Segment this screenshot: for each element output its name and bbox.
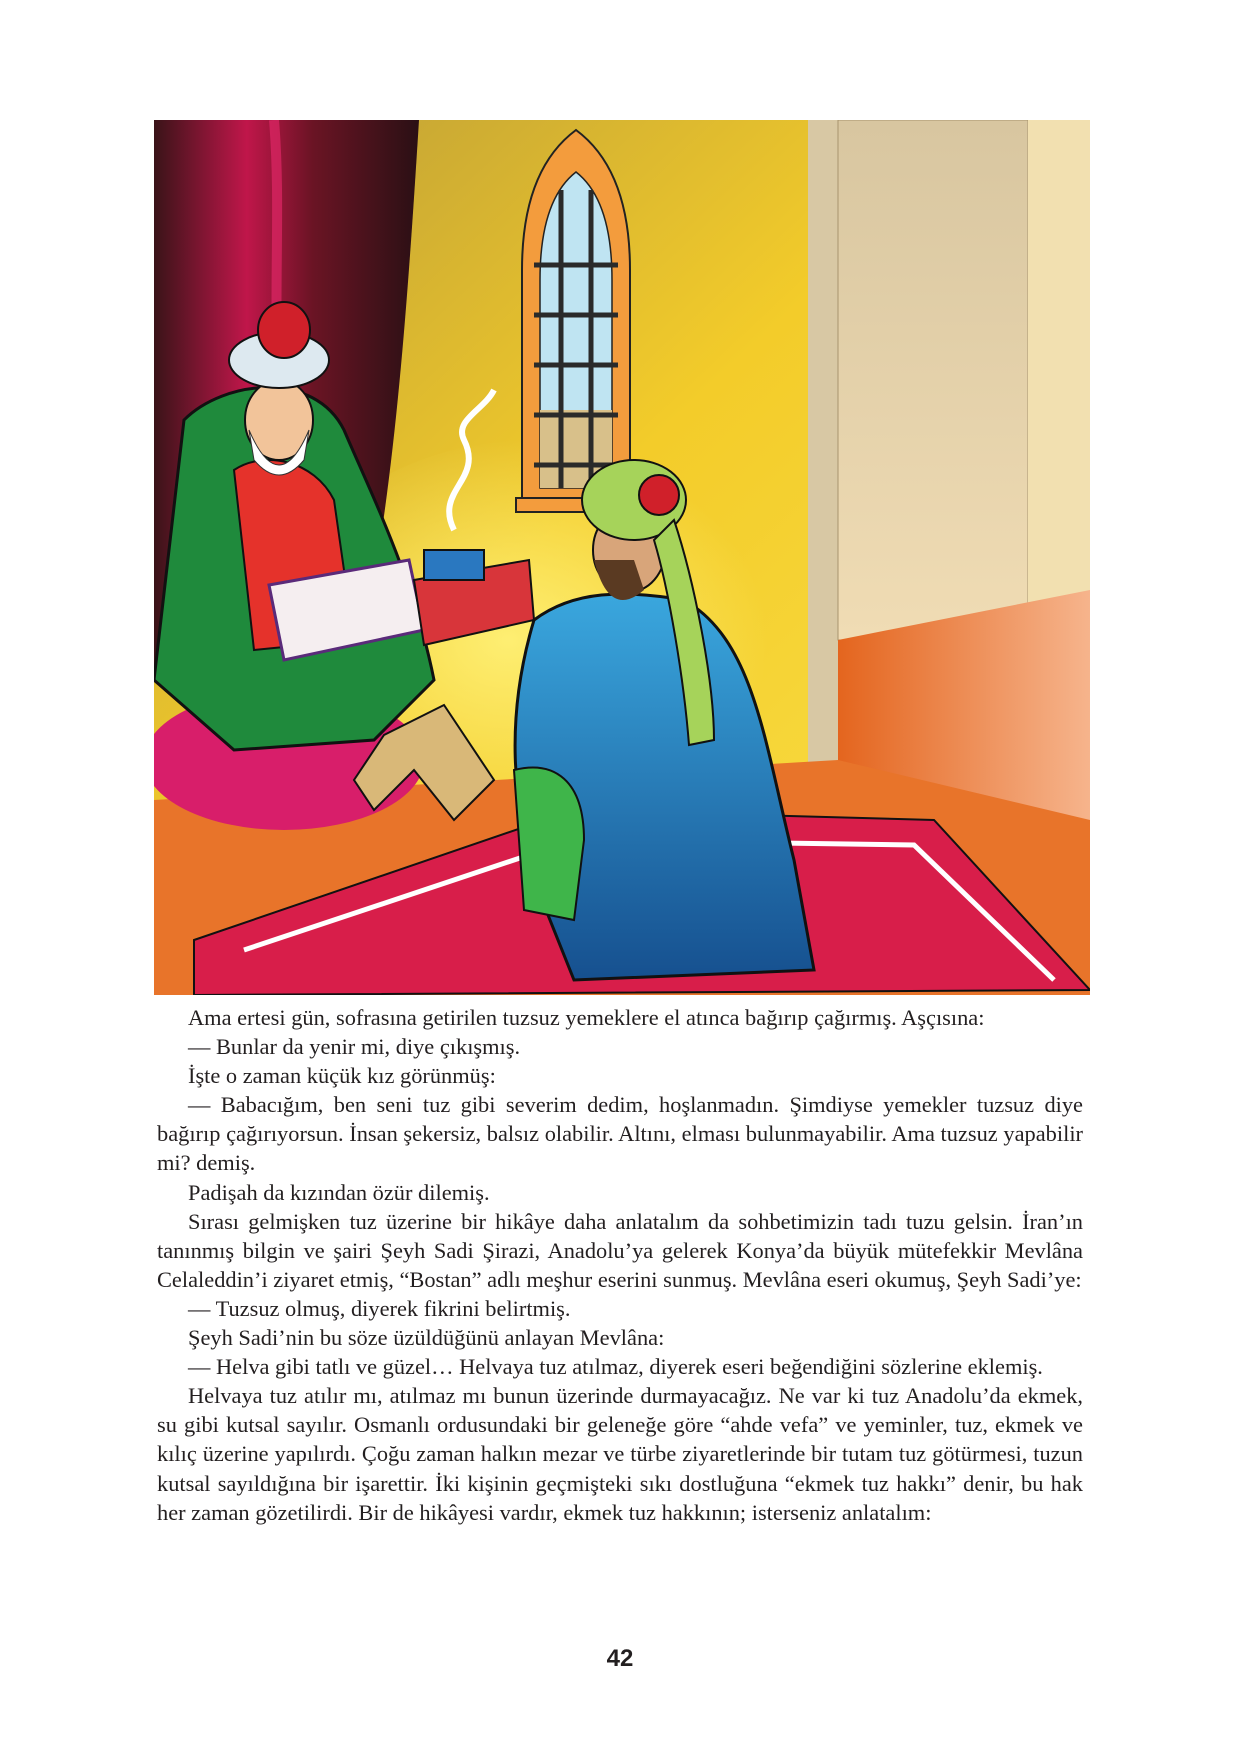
- dialogue-line: — Bunlar da yenir mi, diye çıkışmış.: [188, 1034, 521, 1060]
- paragraph: Şeyh Sadi’nin bu söze üzüldüğünü anlayan Mevlâna:: [188, 1325, 665, 1351]
- paragraph: İşte o zaman küçük kız görünmüş:: [188, 1063, 496, 1089]
- paragraph: Padişah da kızından özür dilemiş.: [188, 1179, 490, 1205]
- illustration-scene: [154, 120, 1090, 995]
- story-text: [157, 1003, 1083, 1527]
- dialogue-line: — Helva gibi tatlı ve güzel… Helvaya tuz atılmaz, diyerek eseri beğendiğini sözlerine eklemiş.: [188, 1354, 1043, 1380]
- paragraph: Helvaya tuz atılır mı, atılmaz mı bunun üzerinde durmayacağız. Ne var ki tuz Anadolu’da ekmek, su gibi kutsal sayılır. Osmanlı ordusundaki bir geleneğe göre “ahde vefa” ve yeminler, tuz, ekmek ve kılıç üzerine yapılırdı. Çoğu zaman halkın mezar ve türbe ziyaretlerinde bir tutam tuz götürmesi, tuzun kutsal sayıldığına bir işarettir. İki kişinin geçmişteki sıkı dostluğuna “ekmek tuz hakkı” denir, bu hak her zaman gözetilirdi. Bir de hikâyesi vardır, ekmek tuz hakkının; isterseniz anlatalım:: [157, 1383, 1083, 1525]
- dialogue-line: — Babacığım, ben seni tuz gibi severim dedim, hoşlanmadın. Şimdiyse yemekler tuzsuz diye bağırıp çağırıyorsun. İnsan şekersiz, balsız olabilir. Altını, elması bulunmayabilir. Ama tuzsuz yapabilir mi? demiş.: [157, 1092, 1083, 1176]
- dialogue-line: — Tuzsuz olmuş, diyerek fikrini belirtmiş.: [188, 1295, 571, 1321]
- paragraph: Sırası gelmişken tuz üzerine bir hikâye daha anlatalım da sohbetimizin tadı tuzu gelsin. İran’ın tanınmış bilgin ve şairi Şeyh Sadi Şirazi, Anadolu’ya gelerek Konya’da büyük mütefekkir Mevlâna Celaleddin’i ziyaret etmiş, “Bostan” adlı meşhur eserini sunmuş. Mevlâna eseri okumuş, Şeyh Sadi’ye:: [157, 1208, 1083, 1292]
- story-illustration: [154, 120, 1090, 995]
- paragraph: Ama ertesi gün, sofrasına getirilen tuzsuz yemeklere el atınca bağırıp çağırmış. Aşçısına:: [188, 1005, 985, 1030]
- page-number: 42: [606, 1645, 634, 1672]
